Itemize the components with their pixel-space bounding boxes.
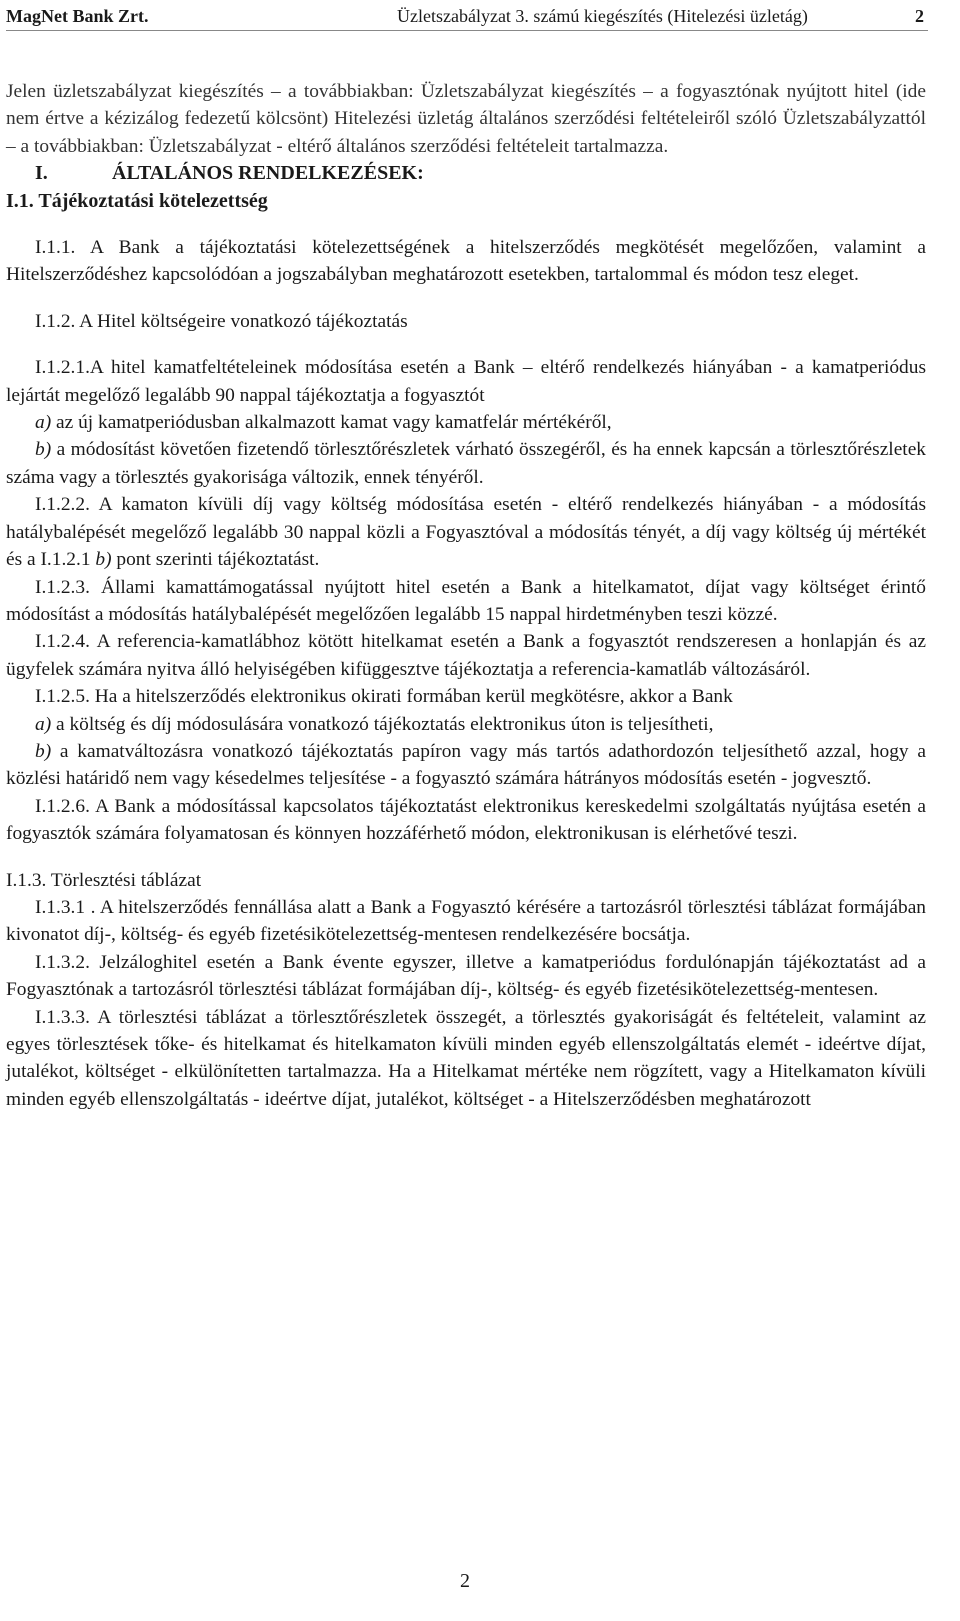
footer-page-number: 2	[460, 1570, 470, 1592]
list-item-b: b) a kamatváltozásra vonatkozó tájékoztatás papíron vagy más tartós adathordozón teljesíthető azzal, hogy a közlési határidő nem vagy késedelmes teljesítése - a fogyasztó számára hátrányos módosítás esetén - jogvesztő.	[6, 740, 926, 790]
paragraph-1-1-3-1: I.1.3.1 . A hitelszerződés fennállása alatt a Bank a Fogyasztó kérésére a tartozásról törlesztési táblázat formájában kivonatot díj-, költség- és egyéb fizetésikötelezettség-mentesen rendelkezésére bocsátja.	[6, 896, 926, 946]
paragraph-1-1-2-2: I.1.2.2. A kamaton kívüli díj vagy költség módosítása esetén - eltérő rendelkezés hiányában - a módosítás hatálybalépését megelőző legalább 30 nappal közli a Fogyasztóval a módosítás tényét, a díj vagy költség új mértékét és a I.1.2.1 b) pont szerinti tájékoztatást.	[6, 494, 926, 571]
paragraph-1-1-2-4: I.1.2.4. A referencia-kamatlábhoz kötött hitelkamat esetén a Bank a fogyasztót rendszeresen a honlapján és az ügyfelek számára nyitva álló helyiségében kifüggesztve tájékoztatja a referencia-kamatláb változásáról.	[6, 631, 926, 680]
list-label-b: b)	[35, 740, 52, 762]
document-body	[6, 78, 926, 1113]
list-item-b: b) a módosítást követően fizetendő törlesztőrészletek várható összegéről, és ha ennek kapcsán a törlesztőrészletek száma vagy a törlesztés gyakorisága változik, ennek tényéről.	[6, 439, 926, 488]
paragraph-1-1-1: I.1.1. A Bank a tájékoztatási kötelezettségének a hitelszerződés megkötését megelőzően, valamint a Hitelszerződéshez kapcsolódóan a jogszabályban meghatározott esetekben, tartalommal és módon tesz eleget.	[6, 237, 926, 286]
paragraph-1-1-3-2: I.1.3.2. Jelzáloghitel esetén a Bank évente egyszer, illetve a kamatperiódus fordulónapján tájékoztatást ad a Fogyasztónak a tartozásról törlesztési táblázat formájában díj-, költség- és egyéb fizetésikötelezettség-mentesen.	[6, 951, 926, 1001]
ref-label-b: b)	[95, 549, 112, 571]
page-header	[6, 4, 928, 31]
document-title: Üzletszabályzat 3. számú kiegészítés (Hitelezési üzletág)	[397, 6, 808, 26]
paragraph-1-1-2-1: I.1.2.1.A hitel kamatfeltételeinek módosítása esetén a Bank – eltérő rendelkezés hiányában - a kamatperiódus lejártát megelőző legalább 90 nappal tájékoztatja a fogyasztót	[6, 357, 926, 406]
section-heading	[6, 160, 926, 187]
subsection-heading: I.1. Tájékoztatási kötelezettség	[6, 189, 268, 212]
paragraph-1-1-3-3: I.1.3.3. A törlesztési táblázat a törlesztőrészletek összegét, a törlesztés gyakoriságát és feltételeit, valamint az egyes törlesztések tőke- és hitelkamat és hitelkamaton kívüli minden egyéb ellenszolgáltatás elemét - ideértve díjat, jutalékot, költséget - elkülönítetten tartalmazza. Ha a Hitelkamat mértéke nem rögzített, vagy a Hitelkamaton kívüli minden egyéb ellenszolgáltatás - ideértve díjat, jutalékot, költséget - a Hitelszerződésben meghatározott	[6, 1006, 926, 1110]
section-number: I.	[35, 162, 48, 185]
intro-paragraph: Jelen üzletszabályzat kiegészítés – a továbbiakban: Üzletszabályzat kiegészítés – a fogyasztónak nyújtott hitel (ide nem értve a kézizálog fedezetű kölcsönt) Hitelezési üzletág általános szerződési feltételeiről szóló Üzletszabályzattól – a továbbiakban: Üzletszabályzat - eltérő általános szerződési feltételeit tartalmazza.	[6, 81, 926, 157]
list-label-b: b)	[35, 439, 52, 461]
list-item-a: a) a költség és díj módosulására vonatkozó tájékoztatás elektronikus úton is teljesítheti,	[35, 713, 714, 735]
heading-1-1-3: I.1.3. Törlesztési táblázat	[6, 869, 202, 891]
list-label-a: a)	[35, 412, 52, 434]
paragraph-1-1-2-6: I.1.2.6. A Bank a módosítással kapcsolatos tájékoztatást elektronikus kereskedelmi szolgáltatás nyújtása esetén a fogyasztók számára folyamatosan és könnyen hozzáférhető módon, elektronikusan is elérhetővé teszi.	[6, 795, 926, 845]
paragraph-1-1-2-3: I.1.2.3. Állami kamattámogatással nyújtott hitel esetén a Bank a hitelkamatot, díjat vagy költséget érintő módosítást a módosítás hatálybalépését megelőzően legalább 15 nappal hirdetményben teszi közzé.	[6, 576, 926, 625]
section-title: ÁLTALÁNOS RENDELKEZÉSEK:	[112, 162, 424, 185]
company-name: MagNet Bank Zrt.	[6, 6, 149, 26]
header-page-number: 2	[915, 6, 924, 26]
paragraph-1-1-2-5: I.1.2.5. Ha a hitelszerződés elektronikus okirati formában kerül megkötésre, akkor a Bank	[35, 686, 733, 708]
list-label-a: a)	[35, 713, 52, 735]
heading-1-1-2: I.1.2. A Hitel költségeire vonatkozó tájékoztatás	[35, 310, 408, 332]
list-item-a: a) az új kamatperiódusban alkalmazott kamat vagy kamatfelár mértékéről,	[35, 412, 612, 434]
